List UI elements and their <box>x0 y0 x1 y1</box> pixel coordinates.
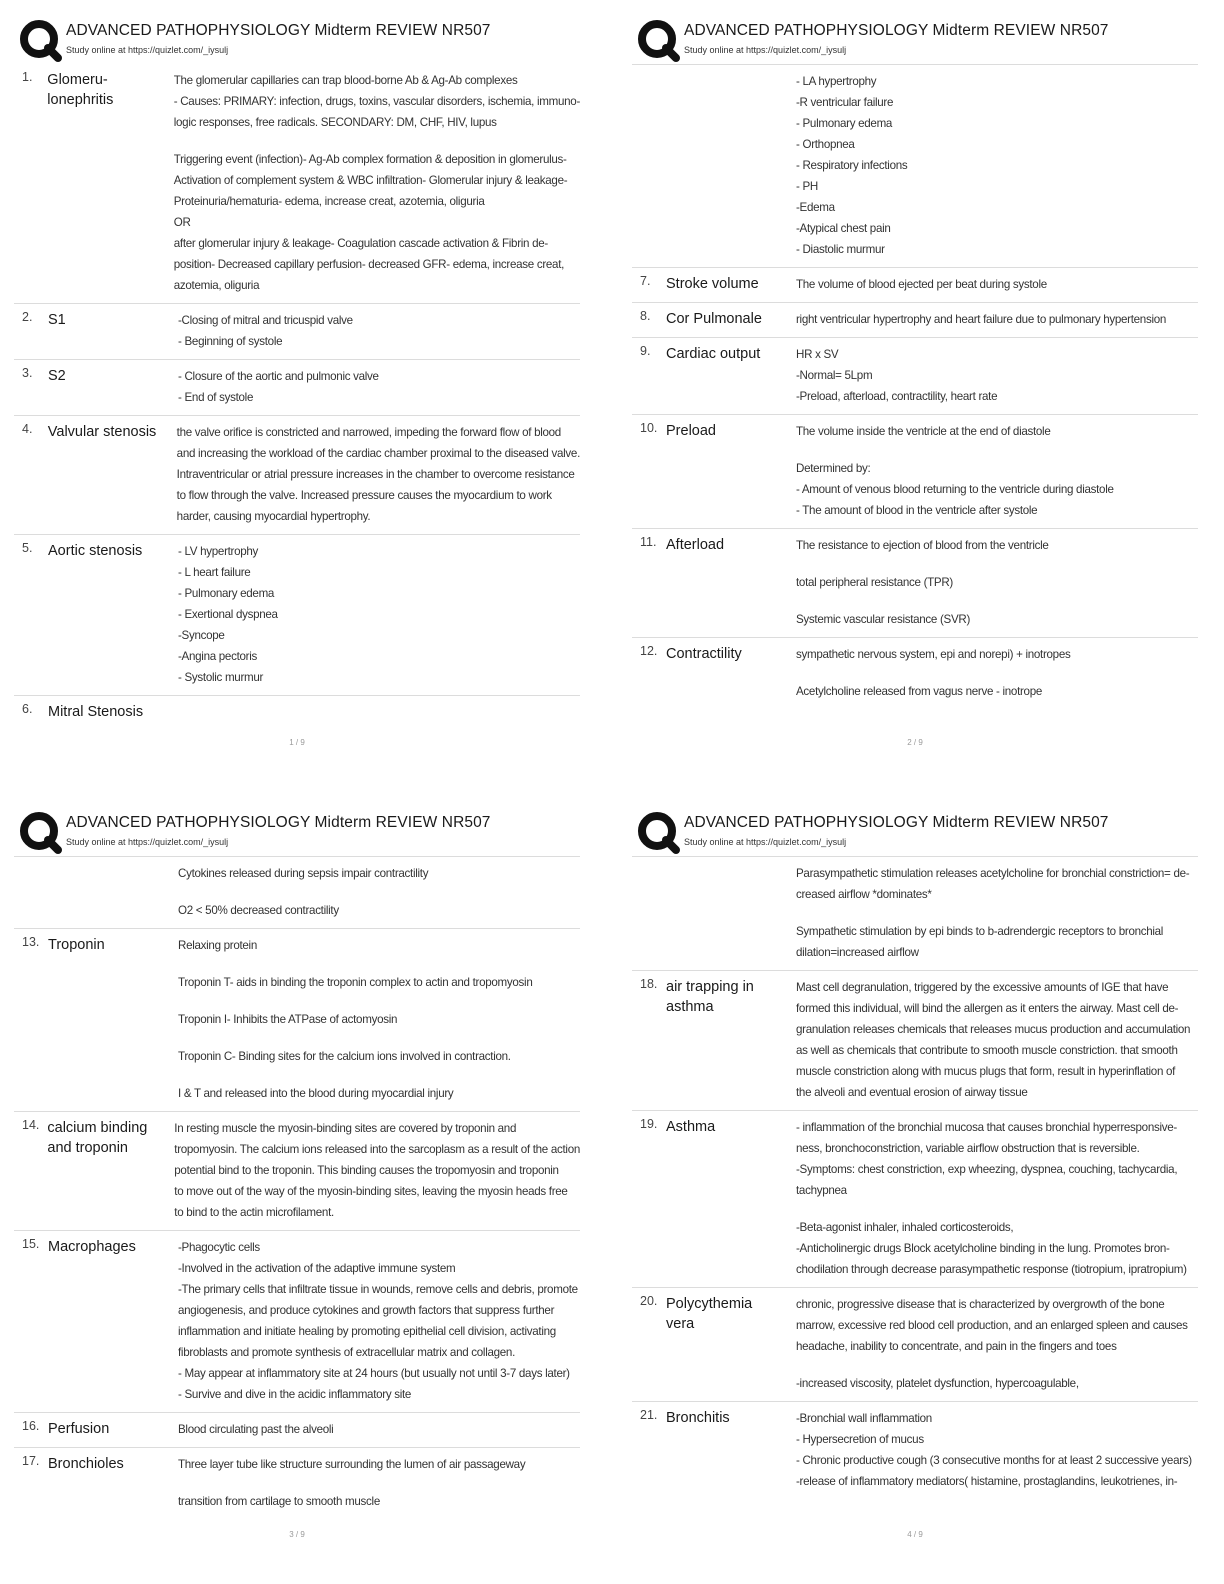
term-definition: Mast cell degranulation, triggered by the excessive amounts of IGE that have formed this individual, will bind the allergen as it enters the airway. Mast cell de- granulation releases chemicals that releases mucus production and accumulation as well as chemicals that contribute to smooth muscle constriction. that smooth muscle constriction along with mucus plugs that form, result in hyperinflation of the alveoli and eventual erosion of airway tissue <box>796 981 1191 1099</box>
term-definition: sympathetic nervous system, epi and norepi) + inotropes Acetylcholine released from vagus nerve - inotrope <box>796 648 1071 698</box>
term-definition: Relaxing protein Troponin T- aids in binding the troponin complex to actin and tropomyosin Troponin I- Inhibits the ATPase of actomyosin Troponin C- Binding sites for the calcium ions involved in contraction. I & T and released into the blood during myocardial injury <box>178 939 533 1100</box>
term-list <box>14 64 580 729</box>
term-label: Valvular stenosis <box>47 424 157 440</box>
document-title: ADVANCED PATHOPHYSIOLOGY Midterm REVIEW NR507 <box>684 814 1109 831</box>
term-row <box>632 1402 1198 1499</box>
term-row <box>14 1231 580 1413</box>
term-row <box>632 268 1198 303</box>
term-label: air trapping in asthma <box>666 979 754 1015</box>
quizlet-logo-icon <box>636 810 682 856</box>
term-definition: -Closing of mitral and tricuspid valve - Beginning of systole <box>178 314 353 348</box>
term-list <box>632 856 1198 1499</box>
term-row <box>632 415 1198 529</box>
page-header <box>14 804 580 856</box>
page-1 <box>14 12 580 772</box>
term-row <box>14 1413 580 1448</box>
term-label: Cardiac output <box>666 346 761 362</box>
term-label: S2 <box>48 368 66 384</box>
term-row <box>632 65 1198 268</box>
term-row <box>632 338 1198 415</box>
term-row <box>632 1288 1198 1402</box>
term-number: 18. <box>640 977 658 991</box>
term-number <box>632 863 666 963</box>
term-definition: - LA hypertrophy -R ventricular failure - Pulmonary edema - Orthopnea - Respiratory infections - PH -Edema -Atypical chest pain - Diastolic murmur <box>796 75 908 256</box>
term-definition: Parasympathetic stimulation releases acetylcholine for bronchial constriction= de- creased airflow *dominates* Sympathetic stimulation by epi binds to b-adrendergic receptors to bronchial dilation=increased airflow <box>796 867 1190 959</box>
page-2 <box>632 12 1198 772</box>
term-definition: - Closure of the aortic and pulmonic valve - End of systole <box>178 370 379 404</box>
term-definition: The resistance to ejection of blood from the ventricle total peripheral resistance (TPR) Systemic vascular resistance (SVR) <box>796 539 1049 626</box>
term-number: 8. <box>640 309 651 323</box>
term-row <box>14 929 580 1112</box>
term-label: Contractility <box>666 646 742 662</box>
term-label: Cor Pulmonale <box>666 311 762 327</box>
term-number: 11. <box>640 535 657 549</box>
term-label: Asthma <box>666 1119 716 1135</box>
quizlet-logo-icon <box>18 810 64 856</box>
term-number: 20. <box>640 1294 658 1308</box>
study-online-link[interactable]: Study online at https://quizlet.com/_iysulj <box>66 45 229 55</box>
term-list <box>14 856 580 1519</box>
term-row <box>632 638 1198 709</box>
term-label: Preload <box>666 423 716 439</box>
term-number: 9. <box>640 344 651 358</box>
term-label: Troponin <box>48 937 105 953</box>
term-definition: Cytokines released during sepsis impair contractility O2 < 50% decreased contractility <box>178 867 429 917</box>
term-row <box>14 304 580 360</box>
term-definition: In resting muscle the myosin-binding sites are covered by troponin and tropomyosin. The calcium ions released into the sarcoplasm as a result of the action potential bind to the troponin. This binding causes the tropomyosin and troponin to move out of the way of the myosin-binding sites, leaving the myosin heads free to bind to the actin microfilament. <box>174 1122 580 1219</box>
term-number: 19. <box>640 1117 658 1131</box>
term-label: Bronchioles <box>48 1456 124 1472</box>
term-list <box>632 64 1198 709</box>
page-number: 2 / 9 <box>907 738 923 747</box>
quizlet-logo-icon <box>18 18 64 64</box>
term-label: Aortic stenosis <box>48 543 143 559</box>
term-definition: right ventricular hypertrophy and heart failure due to pulmonary hypertension <box>796 313 1167 326</box>
term-definition: - LV hypertrophy - L heart failure - Pulmonary edema - Exertional dyspnea -Syncope -Angina pectoris - Systolic murmur <box>178 545 278 684</box>
term-row <box>14 535 580 696</box>
term-row <box>14 696 580 729</box>
page-4 <box>632 804 1198 1564</box>
term-number: 6. <box>22 702 33 716</box>
term-row <box>632 529 1198 638</box>
page-number: 1 / 9 <box>289 738 305 747</box>
term-row <box>632 303 1198 338</box>
term-definition: chronic, progressive disease that is characterized by overgrowth of the bone marrow, excessive red blood cell production, and an enlarged spleen and causes headache, inability to concentrate, and pain in the fingers and toes -increased viscosity, platelet dysfunction, hypercoagulable, <box>796 1298 1188 1390</box>
term-number: 13. <box>22 935 40 949</box>
term-row <box>14 1448 580 1519</box>
study-online-link[interactable]: Study online at https://quizlet.com/_iysulj <box>684 837 847 847</box>
term-definition: The glomerular capillaries can trap blood-borne Ab & Ag-Ab complexes - Causes: PRIMARY: infection, drugs, toxins, vascular disorders, ischemia, immuno- logic responses, free radicals. SECONDARY: DM, CHF, HIV, lupus Triggering event (infection)- Ag-Ab complex formation & deposition in glomerulus- Activation of complement system & WBC infiltration- Glomerular injury & leakage- Proteinuria/hematuria- edema, increase creat, azotemia, oliguria OR after glomerular injury & leakage- Coagulation cascade activation & Fibrin de- position- Decreased capillary perfusion- decreased GFR- edema, increase creat, azotemia, oliguria <box>173 74 580 292</box>
term-definition: -Phagocytic cells -Involved in the activation of the adaptive immune system -The primary cells that infiltrate tissue in wounds, remove cells and debris, promote angiogenesis, and produce cytokines and growth factors that suppress further inflammation and initiate healing by promoting epithelial cell division, activating fibroblasts and promote synthesis of extracellular matrix and collagen. - May appear at inflammatory site at 24 hours (but usually not until 3-7 days later) - Survive and dive in the acidic inflammatory site <box>178 1241 578 1401</box>
page-header <box>14 12 580 64</box>
term-label: S1 <box>48 312 66 328</box>
term-number: 10. <box>640 421 658 435</box>
term-definition: -Bronchial wall inflammation - Hypersecretion of mucus - Chronic productive cough (3 consecutive months for at least 2 successive years) -release of inflammatory mediators( histamine, prostaglandins, leukotrienes, in- <box>796 1412 1192 1488</box>
term-definition <box>178 702 580 722</box>
term-label: Stroke volume <box>666 276 759 292</box>
term-definition: HR x SV -Normal= 5Lpm -Preload, afterload, contractility, heart rate <box>796 348 998 403</box>
term-definition: The volume of blood ejected per beat during systole <box>796 278 1047 291</box>
term-row <box>14 1112 580 1231</box>
quizlet-logo-icon <box>636 18 682 64</box>
term-label: Macrophages <box>48 1239 136 1255</box>
term-number: 17. <box>22 1454 40 1468</box>
term-label <box>48 863 178 921</box>
term-label: Glomeru- lonephritis <box>47 72 114 108</box>
term-definition: - inflammation of the bronchial mucosa that causes bronchial hyperresponsive- ness, bronchoconstriction, variable airflow obstruction that is reversible. -Symptoms: chest constriction, exp wheezing, dyspnea, couching, tachycardia, tachypnea -Beta-agonist inhaler, inhaled corticosteroids, -Anticholinergic drugs Block acetylcholine binding in the lung. Promotes bron- chodilation through decrease parasympathetic response (tiotropium, ipratropium) <box>796 1121 1187 1276</box>
document-title: ADVANCED PATHOPHYSIOLOGY Midterm REVIEW NR507 <box>684 22 1109 39</box>
document-title: ADVANCED PATHOPHYSIOLOGY Midterm REVIEW NR507 <box>66 22 491 39</box>
term-label <box>666 863 796 963</box>
term-label: Mitral Stenosis <box>48 704 144 720</box>
term-row <box>14 416 580 535</box>
term-number: 21. <box>640 1408 658 1422</box>
term-number: 7. <box>640 274 651 288</box>
term-number: 16. <box>22 1419 40 1433</box>
term-row <box>632 1111 1198 1288</box>
term-label: Perfusion <box>48 1421 110 1437</box>
term-number: 2. <box>22 310 33 324</box>
term-number: 5. <box>22 541 33 555</box>
term-label: Polycythemia vera <box>666 1296 753 1332</box>
term-row <box>632 857 1198 971</box>
term-number <box>14 863 48 921</box>
term-definition: Three layer tube like structure surrounding the lumen of air passageway transition from cartilage to smooth muscle <box>178 1458 526 1508</box>
term-row <box>632 971 1198 1111</box>
page-header <box>632 12 1198 64</box>
term-number: 4. <box>22 422 33 436</box>
page-3 <box>14 804 580 1564</box>
term-label <box>666 71 796 260</box>
term-label: Afterload <box>666 537 725 553</box>
term-definition: Blood circulating past the alveoli <box>178 1423 334 1436</box>
page-header <box>632 804 1198 856</box>
page-number: 3 / 9 <box>289 1530 305 1539</box>
term-number: 3. <box>22 366 33 380</box>
term-number: 12. <box>640 644 658 658</box>
term-label: calcium binding and troponin <box>47 1120 148 1156</box>
term-number: 14. <box>22 1118 40 1132</box>
term-number: 15. <box>22 1237 40 1251</box>
term-definition: The volume inside the ventricle at the end of diastole Determined by: - Amount of venous blood returning to the ventricle during diastole - The amount of blood in the ventricle after systole <box>796 425 1114 517</box>
term-label: Bronchitis <box>666 1410 730 1426</box>
term-row <box>14 857 580 929</box>
study-online-link[interactable]: Study online at https://quizlet.com/_iysulj <box>66 837 229 847</box>
study-online-link[interactable]: Study online at https://quizlet.com/_iysulj <box>684 45 847 55</box>
page-number: 4 / 9 <box>907 1530 923 1539</box>
term-definition: the valve orifice is constricted and narrowed, impeding the forward flow of blood and increasing the workload of the cardiac chamber proximal to the diseased valve. Intraventricular or atrial pressure increases in the chamber to overcome resistance to flow through the valve. Increased pressure causes the myocardium to work harder, causing myocardial hypertrophy. <box>176 426 580 523</box>
term-number: 1. <box>22 70 33 84</box>
term-number <box>632 71 666 260</box>
term-row <box>14 360 580 416</box>
term-row <box>14 64 580 304</box>
document-title: ADVANCED PATHOPHYSIOLOGY Midterm REVIEW NR507 <box>66 814 491 831</box>
